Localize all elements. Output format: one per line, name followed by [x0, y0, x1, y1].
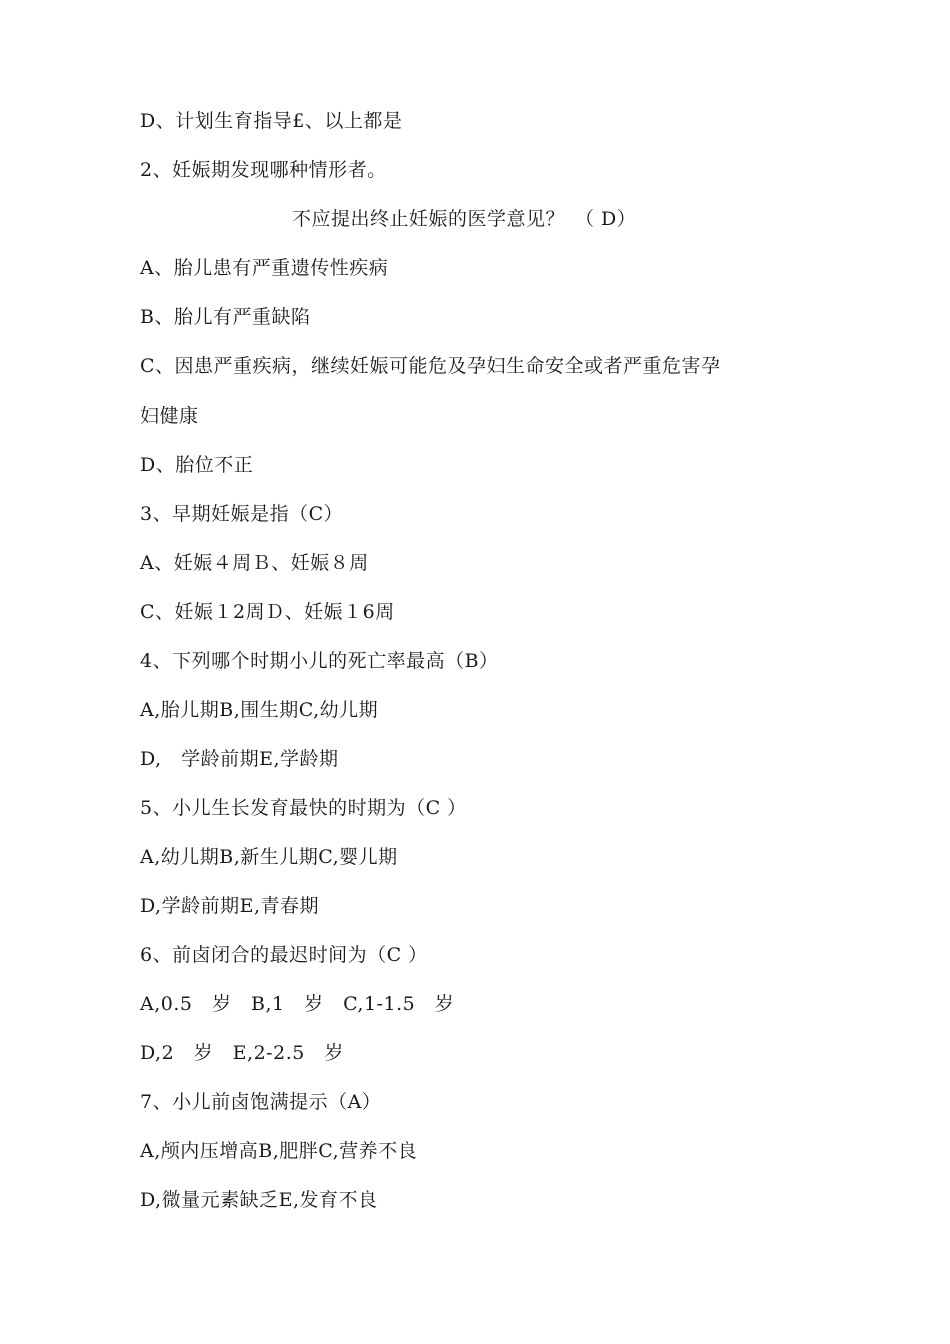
question-6: 6、前卤闭合的最迟时间为（C ） — [140, 944, 428, 966]
option-line-continuation: 妇健康 — [140, 405, 199, 427]
question-5: 5、小儿生长发育最快的时期为（C ） — [140, 797, 467, 819]
option-line: A、妊娠４周Ｂ、妊娠８周 — [140, 552, 369, 574]
question-3: 3、早期妊娠是指（C） — [140, 503, 344, 525]
option-line: A,幼儿期B,新生儿期C,婴儿期 — [140, 846, 398, 868]
question-4: 4、下列哪个时期小儿的死亡率最高（B） — [140, 650, 499, 672]
option-line: D,微量元素缺乏E,发育不良 — [140, 1189, 378, 1211]
option-line: A、胎儿患有严重遗传性疾病 — [140, 257, 389, 279]
text-line: D、计划生育指导£、以上都是 — [140, 110, 403, 132]
question-2-continuation: 不应提出终止妊娠的医学意见？ （ D） — [292, 208, 637, 230]
option-line: B、胎儿有严重缺陷 — [140, 306, 311, 328]
option-line: D, 学龄前期E,学龄期 — [140, 748, 339, 770]
question-7: 7、小儿前卤饱满提示（A） — [140, 1091, 382, 1113]
option-line: D、胎位不正 — [140, 454, 254, 476]
option-line: D,2 岁 E,2-2.5 岁 — [140, 1042, 344, 1064]
option-line: A,0.5 岁 B,1 岁 C,1-1.5 岁 — [140, 993, 455, 1015]
option-line: C、妊娠１2周Ｄ、妊娠１6周 — [140, 601, 395, 623]
question-2: 2、妊娠期发现哪种情形者。 — [140, 159, 387, 181]
option-line: C、因患严重疾病，继续妊娠可能危及孕妇生命安全或者严重危害孕 — [140, 355, 721, 377]
option-line: D,学龄前期E,青春期 — [140, 895, 320, 917]
option-line: A,胎儿期B,围生期C,幼儿期 — [140, 699, 379, 721]
option-line: A,颅内压增高B,肥胖C,营养不良 — [140, 1140, 418, 1162]
